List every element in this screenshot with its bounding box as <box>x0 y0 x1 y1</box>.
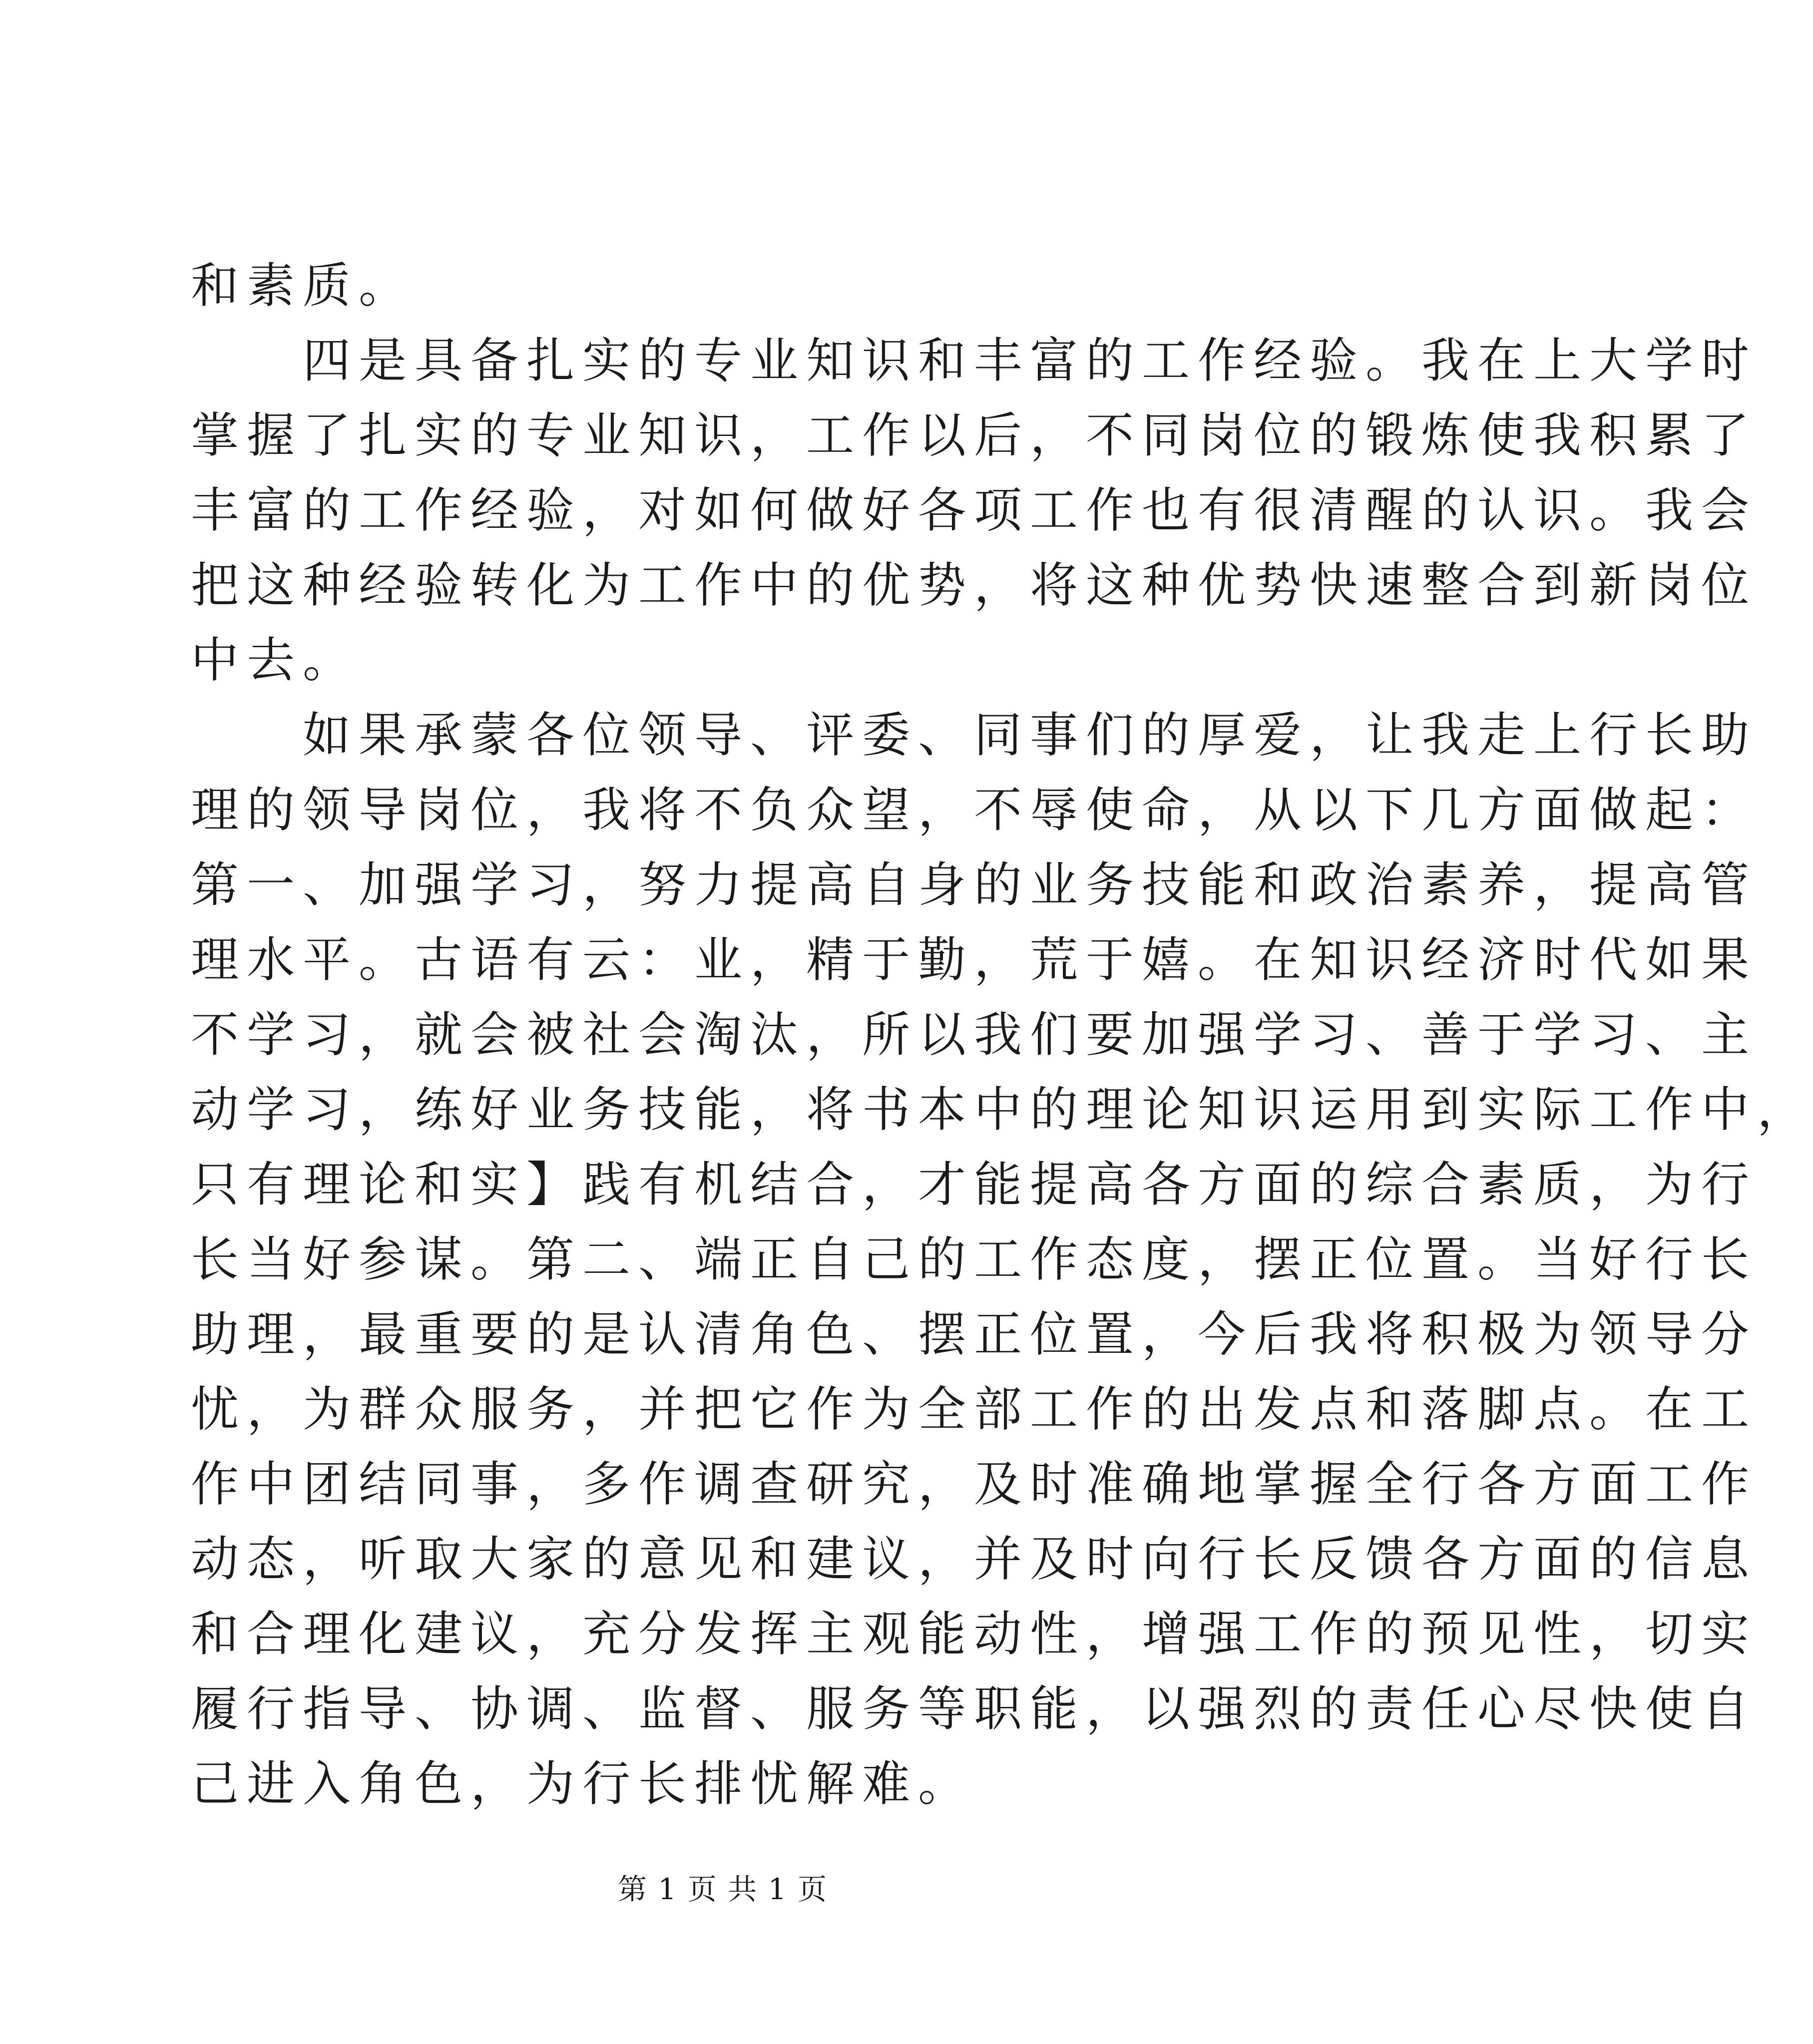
text-line: 动态，听取大家的意见和建议，并及时向行长反馈各方面的信息 <box>191 1531 1757 1587</box>
page-number-footer: 第 1 页 共 1 页 <box>618 1872 828 1906</box>
text-line: 动学习，练好业务技能，将书本中的理论知识运用到实际工作中， <box>191 1082 1813 1138</box>
text-line: 作中团结同事，多作调查研究，及时准确地掌握全行各方面工作 <box>191 1456 1757 1512</box>
text-line: 四是具备扎实的专业知识和丰富的工作经验。我在上大学时 <box>191 333 1757 389</box>
text-line: 和素质。 <box>191 258 415 314</box>
text-line: 忧，为群众服务，并把它作为全部工作的出发点和落脚点。在工 <box>191 1381 1757 1437</box>
text-line: 只有理论和实】践有机结合，才能提高各方面的综合素质，为行 <box>191 1157 1757 1213</box>
text-line: 掌握了扎实的专业知识，工作以后，不同岗位的锻炼使我积累了 <box>191 408 1757 463</box>
text-line: 如果承蒙各位领导、评委、同事们的厚爱，让我走上行长助 <box>191 707 1757 763</box>
text-line: 把这种经验转化为工作中的优势，将这种优势快速整合到新岗位 <box>191 557 1757 613</box>
text-line: 不学习，就会被社会淘汰，所以我们要加强学习、善于学习、主 <box>191 1007 1757 1063</box>
text-line: 和合理化建议，充分发挥主观能动性，增强工作的预见性，切实 <box>191 1606 1757 1662</box>
text-line: 履行指导、协调、监督、服务等职能，以强烈的责任心尽快使自 <box>191 1681 1757 1737</box>
text-line: 理的领导岗位，我将不负众望，不辱使命，从以下几方面做起： <box>191 782 1757 838</box>
text-line: 长当好参谋。第二、端正自己的工作态度，摆正位置。当好行长 <box>191 1231 1757 1287</box>
text-line: 己进入角色，为行长排忧解难。 <box>191 1756 974 1812</box>
text-line: 第一、加强学习，努力提高自身的业务技能和政治素养，提高管 <box>191 857 1757 913</box>
text-line: 助理，最重要的是认清角色、摆正位置，今后我将积极为领导分 <box>191 1306 1757 1362</box>
text-line: 理水平。古语有云：业，精于勤，荒于嬉。在知识经济时代如果 <box>191 932 1757 988</box>
text-line: 中去。 <box>191 632 359 688</box>
text-line: 丰富的工作经验，对如何做好各项工作也有很清醒的认识。我会 <box>191 482 1757 538</box>
